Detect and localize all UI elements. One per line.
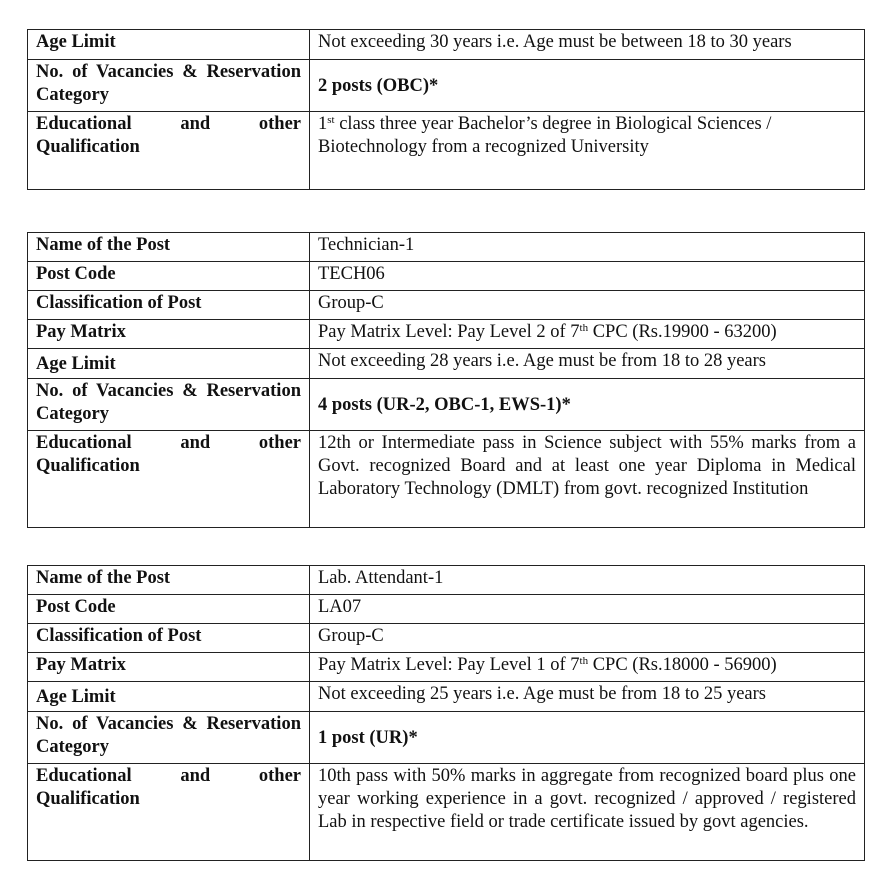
value-text: class three year Bachelor’s degree in Biological Sciences / Biotechnology from a recognized University: [318, 114, 772, 157]
row-label: Age Limit: [28, 682, 310, 712]
row-label: Classification of Post: [28, 624, 310, 653]
row-value: 12th or Intermediate pass in Science subject with 55% marks from a Govt. recognized Board and at least one year Diploma in Medical Laboratory Technology (DMLT) from govt. recognized Institution: [310, 431, 865, 528]
row-label: No. of Vacancies & Reservation Category: [28, 60, 310, 112]
row-label: Post Code: [28, 262, 310, 291]
row-value: 1 post (UR)*: [310, 712, 865, 764]
table-row: [28, 233, 865, 262]
value-text: 1: [318, 114, 328, 134]
row-label: Age Limit: [28, 349, 310, 379]
row-label: Pay Matrix: [28, 653, 310, 682]
table-row: [28, 595, 865, 624]
table-row: [28, 320, 865, 349]
row-value: Not exceeding 25 years i.e. Age must be from 18 to 25 years: [310, 682, 865, 712]
row-value: Not exceeding 28 years i.e. Age must be from 18 to 28 years: [310, 349, 865, 379]
table-row: [28, 262, 865, 291]
row-label: Classification of Post: [28, 291, 310, 320]
table-row: [28, 566, 865, 595]
value-text: Pay Matrix Level: Pay Level 1 of 7: [318, 655, 580, 675]
row-value: [310, 112, 865, 190]
post-details-table-3: [27, 565, 865, 861]
row-value: TECH06: [310, 262, 865, 291]
table-row: [28, 682, 865, 712]
table-row: [28, 30, 865, 60]
post-details-table-2: [27, 232, 865, 528]
table-row: [28, 431, 865, 528]
row-value: [310, 653, 865, 682]
table-row: [28, 764, 865, 861]
row-value: Lab. Attendant-1: [310, 566, 865, 595]
value-text: CPC (Rs.18000 - 56900): [588, 655, 777, 675]
row-label: Educational and other Qualification: [28, 431, 310, 528]
table-row: [28, 112, 865, 190]
row-label: Age Limit: [28, 30, 310, 60]
row-label: No. of Vacancies & Reservation Category: [28, 379, 310, 431]
table-row: [28, 624, 865, 653]
row-value: Technician-1: [310, 233, 865, 262]
post-details-table-1: [27, 29, 865, 190]
row-label: No. of Vacancies & Reservation Category: [28, 712, 310, 764]
row-value: 2 posts (OBC)*: [310, 60, 865, 112]
table-row: [28, 653, 865, 682]
row-value: [310, 320, 865, 349]
row-value: LA07: [310, 595, 865, 624]
row-label: Educational and other Qualification: [28, 764, 310, 861]
table-row: [28, 712, 865, 764]
table-row: [28, 349, 865, 379]
table-row: [28, 379, 865, 431]
row-label: Name of the Post: [28, 233, 310, 262]
row-label: Educational and other Qualification: [28, 112, 310, 190]
value-superscript: st: [327, 114, 335, 126]
value-text: Pay Matrix Level: Pay Level 2 of 7: [318, 322, 580, 342]
row-label: Pay Matrix: [28, 320, 310, 349]
row-value: 10th pass with 50% marks in aggregate from recognized board plus one year working experience in a govt. recognized / approved / registered Lab in respective field or trade certificate issued by govt agencies.: [310, 764, 865, 861]
row-label: Post Code: [28, 595, 310, 624]
row-value: Group-C: [310, 624, 865, 653]
value-text: CPC (Rs.19900 - 63200): [588, 322, 777, 342]
row-value: Group-C: [310, 291, 865, 320]
value-superscript: th: [579, 655, 589, 667]
table-row: [28, 291, 865, 320]
row-label: Name of the Post: [28, 566, 310, 595]
row-value: Not exceeding 30 years i.e. Age must be between 18 to 30 years: [310, 30, 865, 60]
value-superscript: th: [579, 322, 589, 334]
table-row: [28, 60, 865, 112]
row-value: 4 posts (UR-2, OBC-1, EWS-1)*: [310, 379, 865, 431]
